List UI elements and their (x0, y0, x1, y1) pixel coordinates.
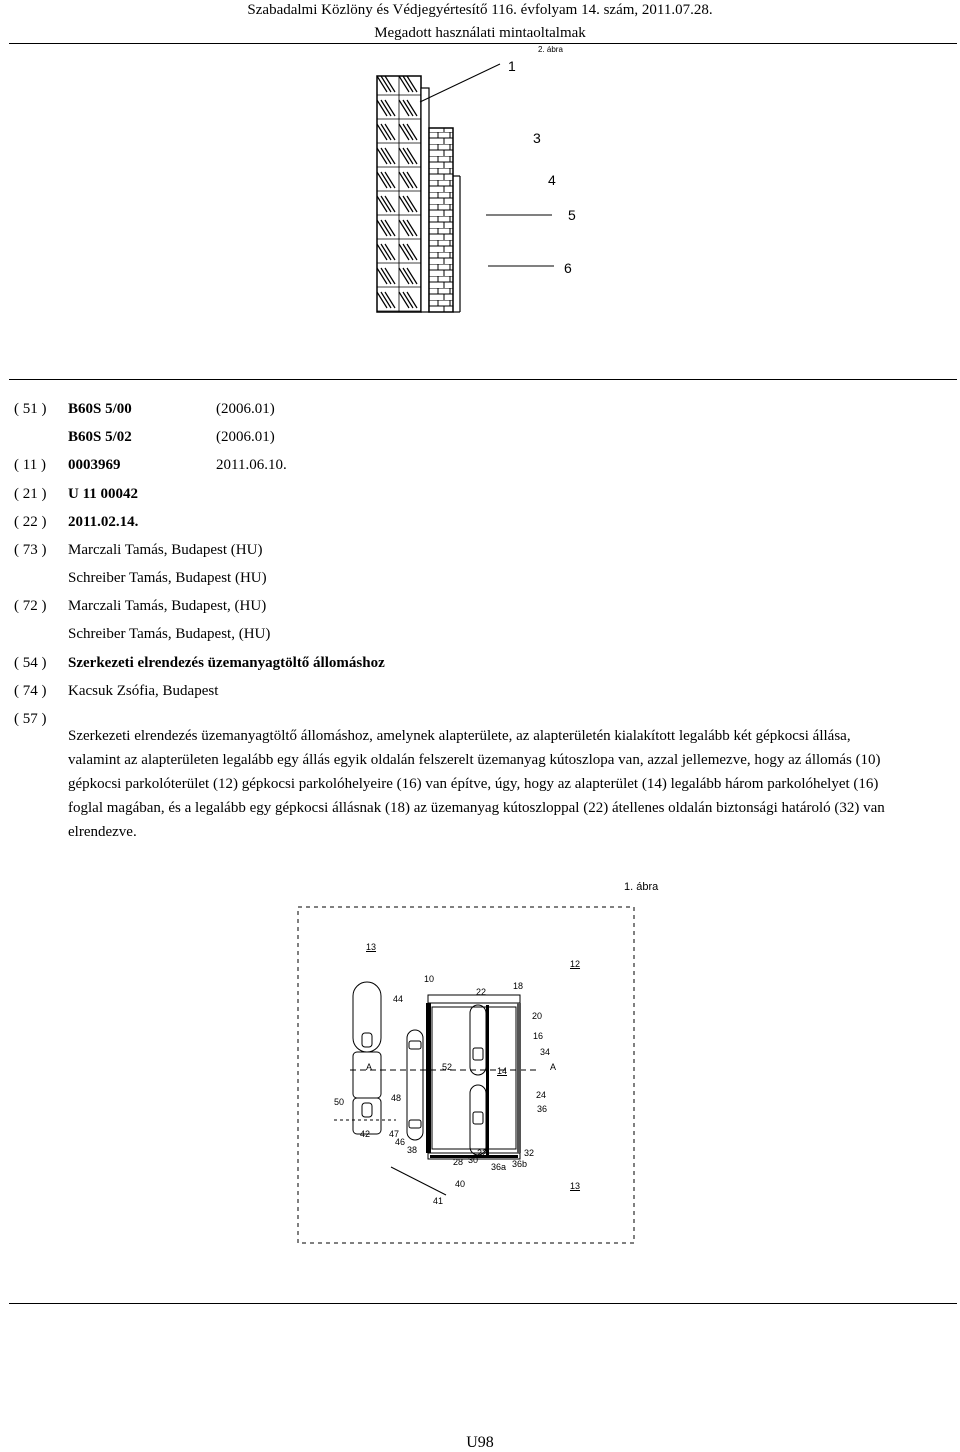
fig1-label: 28 (453, 1157, 464, 1167)
label-6: 6 (564, 260, 572, 276)
station-layout-drawing (296, 905, 636, 1245)
fig1-label: 47 (389, 1129, 400, 1139)
fig1-label: 30 (468, 1155, 479, 1165)
fig1-label: A (550, 1062, 557, 1072)
fig1-label: 40 (455, 1179, 466, 1189)
fig1-label: 46 (395, 1137, 406, 1147)
abstract (68, 724, 898, 844)
page-number: U98 (466, 1434, 494, 1451)
label-5: 5 (568, 207, 576, 223)
fig1-label: 36 (537, 1104, 548, 1114)
label-4: 4 (548, 172, 556, 188)
fig1-label: 36a (491, 1162, 507, 1172)
fig1-label: 52 (442, 1062, 453, 1072)
fig1-label: 24 (536, 1090, 547, 1100)
fig1-label: 48 (391, 1093, 402, 1103)
fig1-label: A (366, 1062, 373, 1072)
fig1-label: 44 (393, 994, 404, 1004)
fig1-label: 50 (334, 1097, 345, 1107)
fig1-label: 22 (476, 987, 487, 997)
fig1-label: 13 (570, 1181, 581, 1191)
fig1-label: 20 (532, 1011, 543, 1021)
fig1-label: 13 (366, 942, 377, 952)
fig1-label: 18 (513, 981, 524, 991)
fig1-label: 10 (424, 974, 435, 984)
label-3: 3 (533, 130, 541, 146)
figure-2-caption: 2. ábra (538, 45, 563, 54)
fig1-label: 22 (477, 1148, 488, 1158)
section-title: Megadott használati mintaoltalmak (374, 25, 586, 41)
abstract-text: Szerkezeti elrendezés üzemanyagtöltő állomáshoz, amelynek alapterülete, az alapterületén kialakított legalább két gépkocsi állása, valamint az alapterületen legalább egy állás egyik oldalán felszerelt üzemanyag kútoszlopa van, azzal jellemezve, hogy az állomás (10) gépkocsi parkolóterület (12) gépkocsi parkolóhelyeire (16) van építve, úgy, hogy az alapterület (14) legalább három parkolóhelyet (16) foglal magában, és a legalább egy gépkocsi állásnak (18) az üzemanyag kútoszloppal (22) átellenes oldalán biztonsági határoló (32) van elrendezve. (68, 728, 885, 840)
fig1-label: 42 (360, 1129, 371, 1139)
fig1-label: 14 (497, 1066, 508, 1076)
figure-1-caption: 1. ábra (624, 881, 659, 893)
fig1-label: 32 (524, 1148, 535, 1158)
fig1-label: 38 (407, 1145, 418, 1155)
wall-section-drawing (0, 0, 960, 330)
fig1-label: 34 (540, 1047, 551, 1057)
fig1-label: 16 (533, 1031, 544, 1041)
journal-title: Szabadalmi Közlöny és Védjegyértesítő 116. évfolyam 14. szám, 2011.07.28. (247, 2, 713, 18)
label-1: 1 (508, 58, 516, 74)
fig1-label: 12 (570, 959, 581, 969)
figure-1 (296, 905, 636, 1245)
fig1-label: 36b (512, 1159, 528, 1169)
fig1-label: 41 (433, 1196, 444, 1206)
footer-rule (9, 1303, 957, 1304)
section-rule (9, 379, 957, 380)
